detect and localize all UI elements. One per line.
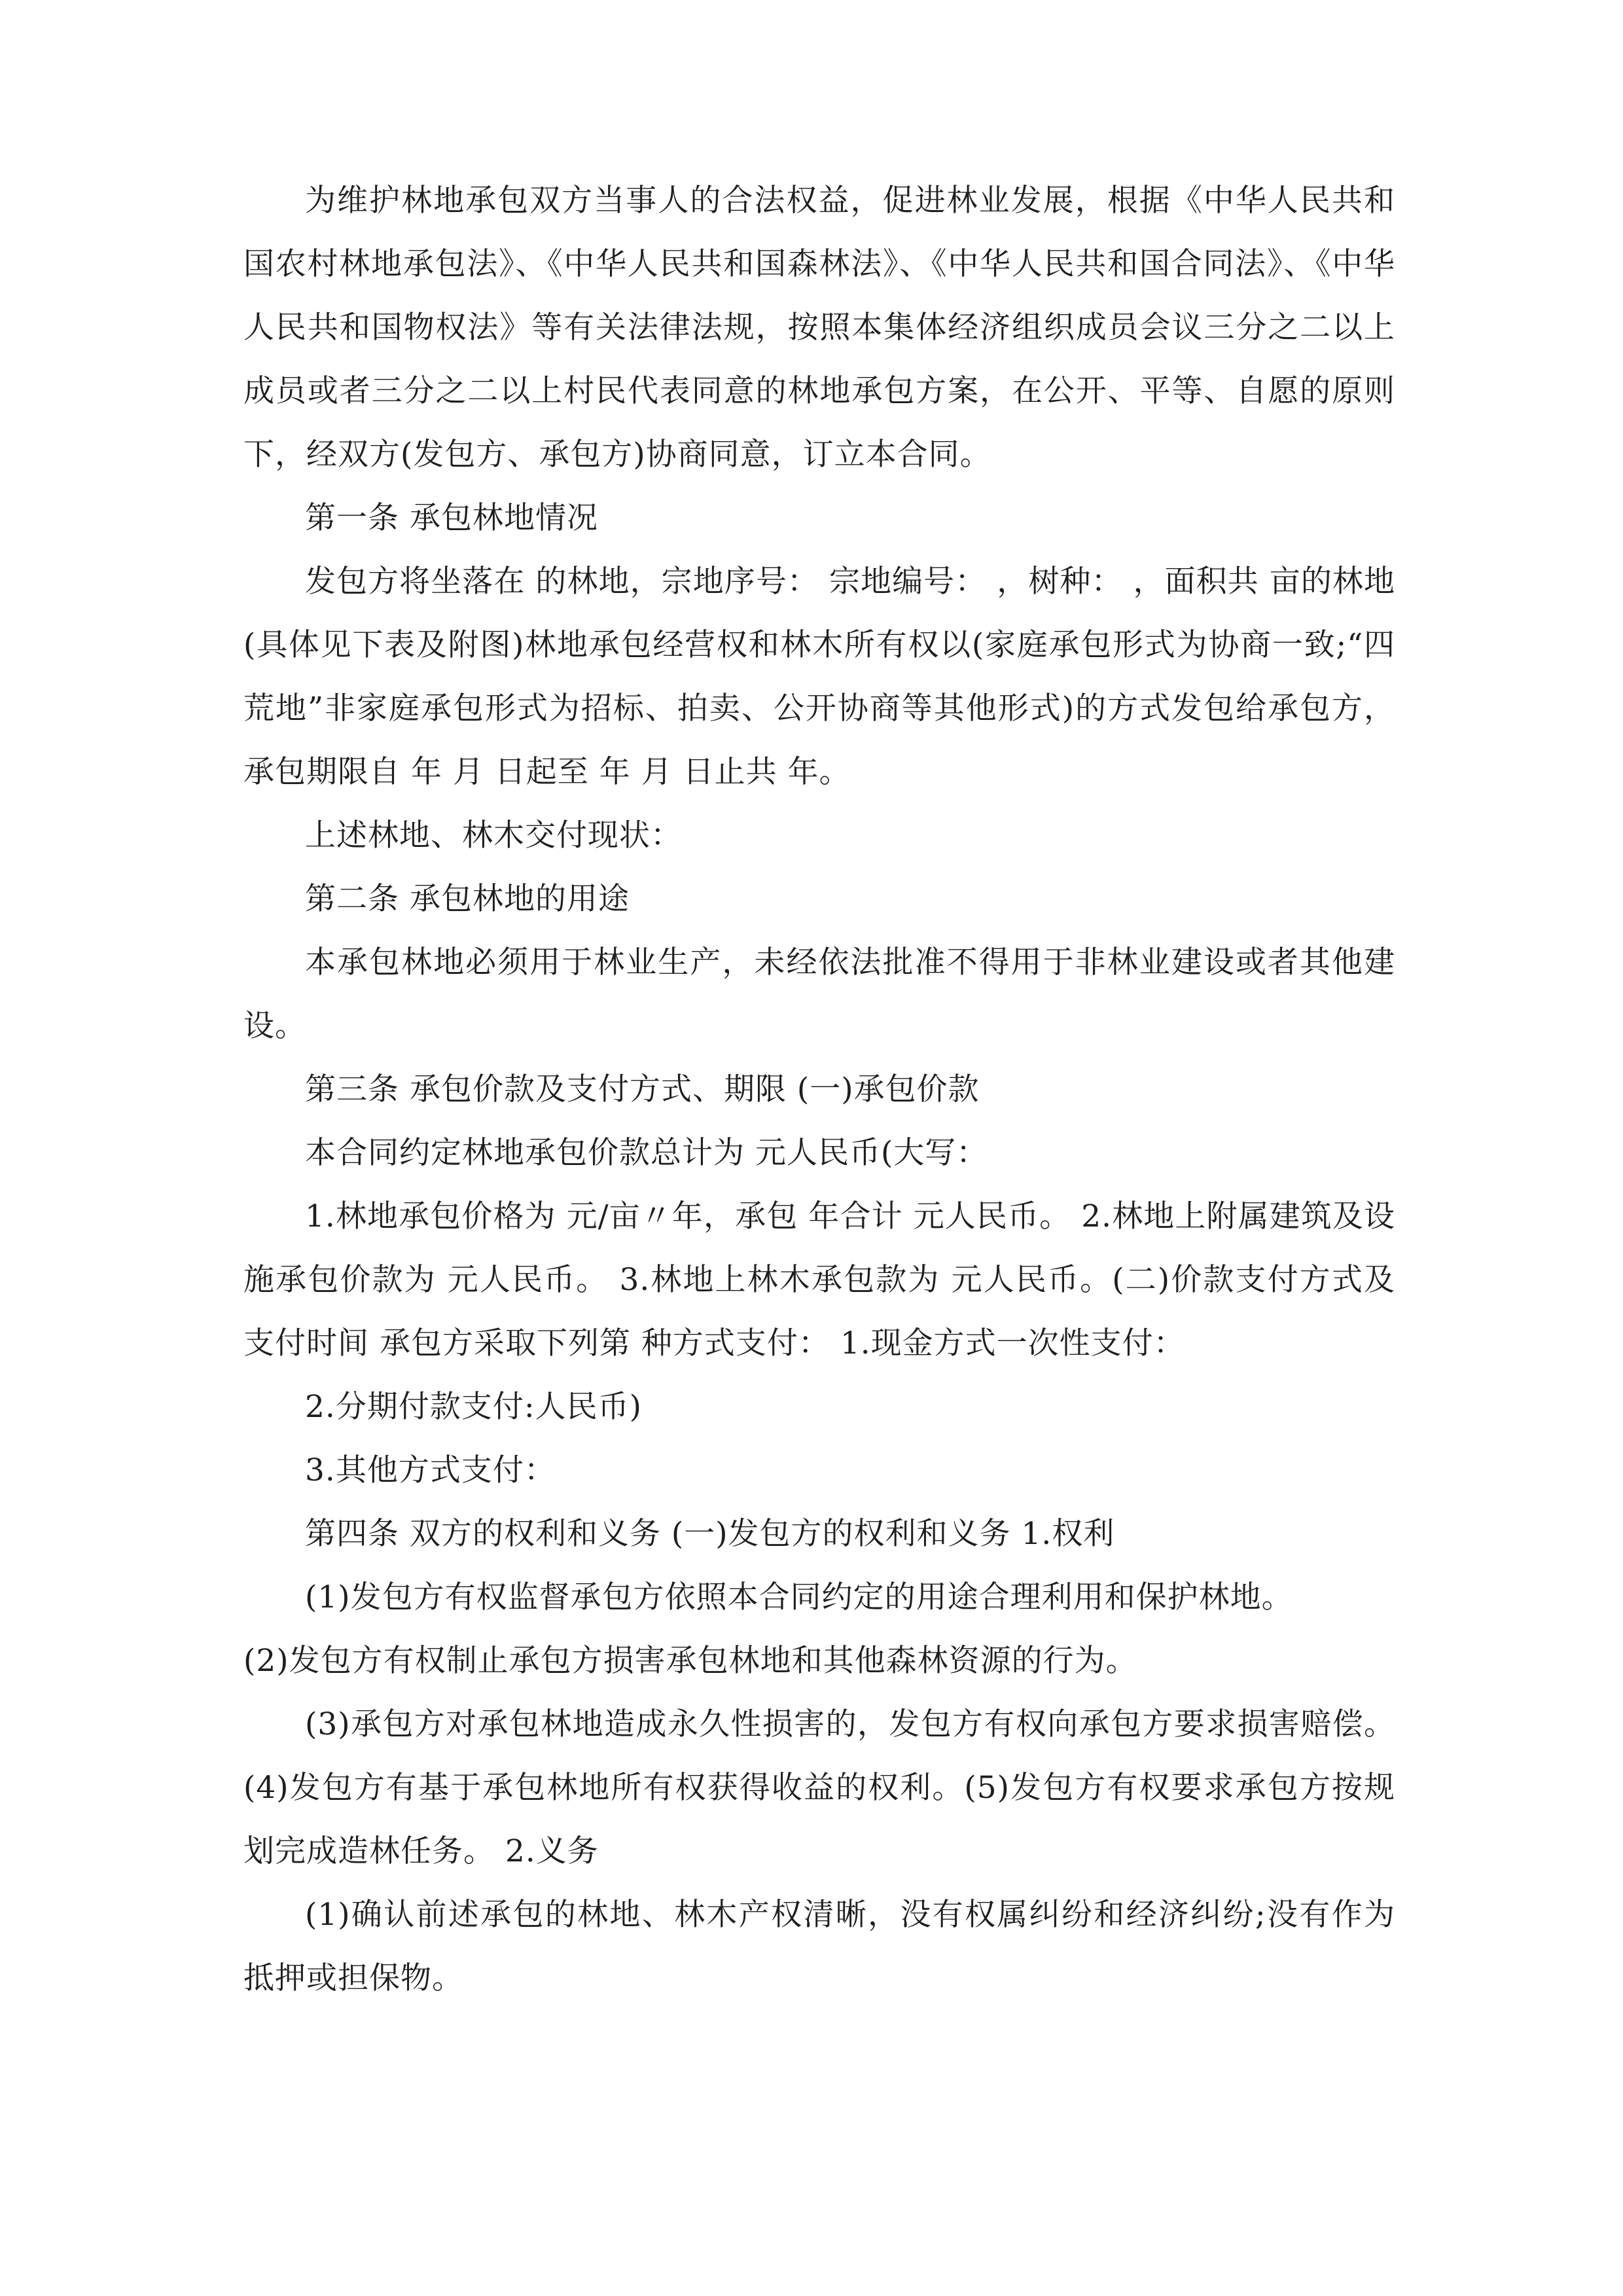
paragraph-price-details: 1.林地承包价格为 元/亩〃年，承包 年合计 元人民币。 2.林地上附属建筑及设施承包价款为 元人民币。 3.林地上林木承包款为 元人民币。(二)价款支付方式及支付时间 承包方采取下列第 种方式支付： 1.现金方式一次性支付： [243,1198,1395,1361]
paragraph-delivery-status: 上述林地、林木交付现状： [305,817,682,853]
paragraph-rights-3-to-5: (3)承包方对承包林地造成永久性损害的，发包方有权向承包方要求损害赔偿。 (4)发包方有基于承包林地所有权获得收益的权利。(5)发包方有权要求承包方按规划完成造林任务。 2.义务 [243,1706,1395,1869]
contract-body [243,169,1395,2010]
paragraph-installment-payment: 2.分期付款支付:人民币) [305,1389,643,1425]
article-3-heading: 第三条 承包价款及支付方式、期限 (一)承包价款 [305,1071,980,1107]
paragraph-right-1: (1)发包方有权监督承包方依照本合同约定的用途合理利用和保护林地。 [305,1579,1293,1615]
paragraph-preamble: 为维护林地承包双方当事人的合法权益，促进林业发展，根据《中华人民共和国农村林地承包法》、《中华人民共和国森林法》、《中华人民共和国合同法》、《中华人民共和国物权法》等有关法律法规，按照本集体经济组织成员会议三分之二以上成员或者三分之二以上村民代表同意的林地承包方案，在公开、平等、自愿的原则下，经双方(发包方、承包方)协商同意，订立本合同。 [243,183,1395,473]
paragraph-total-price: 本合同约定林地承包价款总计为 元人民币(大写： [305,1135,988,1171]
article-2-heading: 第二条 承包林地的用途 [305,881,630,917]
paragraph-other-payment: 3.其他方式支付： [305,1452,556,1488]
article-1-heading: 第一条 承包林地情况 [305,500,598,536]
paragraph-article-1-body: 发包方将坐落在 的林地，宗地序号： 宗地编号： ，树种： ，面积共 亩的林地(具体见下表及附图)林地承包经营权和林木所有权以(家庭承包形式为协商一致;“四荒地”非家庭承包形式为招标、拍卖、公开协商等其他形式)的方式发包给承包方，承包期限自 年 月 日起至 年 月 日止共 年。 [243,564,1395,790]
paragraph-right-2: (2)发包方有权制止承包方损害承包林地和其他森林资源的行为。 [243,1643,1137,1679]
paragraph-article-2-body: 本承包林地必须用于林业生产，未经依法批准不得用于非林业建设或者其他建设。 [243,944,1395,1044]
article-4-heading: 第四条 双方的权利和义务 (一)发包方的权利和义务 1.权利 [305,1516,1115,1552]
paragraph-obligation-1: (1)确认前述承包的林地、林木产权清晰，没有权属纠纷和经济纠纷;没有作为抵押或担保物。 [243,1897,1395,1996]
